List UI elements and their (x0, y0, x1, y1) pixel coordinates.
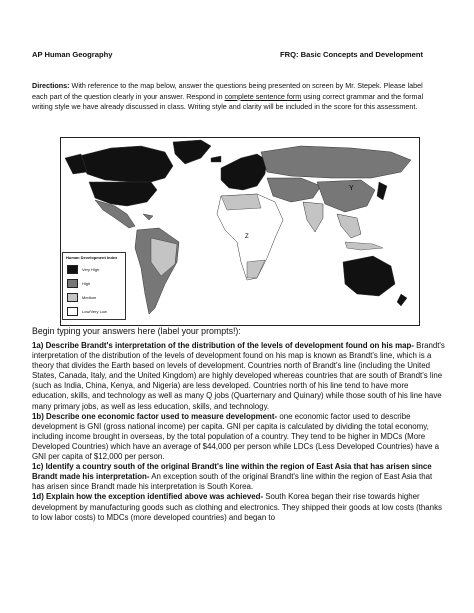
legend-swatch (67, 279, 78, 288)
legend-item-medium (67, 293, 96, 301)
response-1d: South Korea began their rise towards higher development by manufacturing goods such as clothing and electronics. They shipped their goods at low costs (thanks to low labor costs) to MDCs (more developed countries) and began to (32, 492, 442, 522)
legend-label: High (82, 280, 91, 286)
caribbean (143, 214, 153, 220)
greenland (173, 140, 211, 164)
question-1d: 1d) Explain how the exception identified above was achieved- (32, 492, 264, 502)
canada (79, 146, 173, 182)
directions-text-2: using correct grammar and the formal writing style we have already discussed in class. Writing style and clarity will be included in the score for this assessment. (32, 91, 424, 112)
frq-title: FRQ: Basic Concepts and Development (280, 50, 424, 59)
directions-underlined: complete sentence form (224, 91, 302, 101)
legend-swatch (67, 265, 78, 274)
answer-1b (32, 412, 446, 462)
answers-body[interactable] (32, 341, 446, 523)
north-africa (221, 194, 261, 210)
china (317, 180, 375, 212)
central-asia (267, 178, 321, 202)
indonesia (345, 242, 383, 250)
southern-africa (247, 260, 265, 278)
russia (261, 146, 411, 178)
answer-1c (32, 462, 446, 492)
map-label-y: Y (349, 185, 354, 192)
answer-1d (32, 492, 446, 522)
new-zealand (397, 294, 407, 306)
legend-title: Human Development Index (66, 255, 118, 260)
europe (221, 154, 267, 190)
question-1a: 1a) Describe Brandt's interpretation of the distribution of the levels of development found on his map- (32, 341, 414, 350)
directions-text-1: With reference to the map below, answer the questions being presented on screen by Mr. Stepek. Please label each part of the question clearly in your answer. Respond in (32, 81, 423, 101)
response-1c: An exception south of the original Brandt's line within the region of East Asia that has arisen since Brandt made his interpretation is South Korea. (32, 472, 433, 492)
answer-prompt: Begin typing your answers here (label your prompts!): (32, 326, 241, 336)
response-1a: Brandt's interpretation of the distribution of the levels of development found on his map is known as Brandt's line, which is a theory that divides the Earth based on levels of development. Countries north of Brandt's line (including the United States, Canada, Italy, and the United Kingdom) are highly developed whereas countries that are south of Brandt's line (such as India, China, Kenya, and Nigeria) are less developed. Countries north of his line tend to have more education, skills, and technology as well as many Q jobs (Quarternary and Quinary) while those south of his line have many primary jobs, as well as less education, skills, and technology. (32, 341, 445, 411)
development-map (60, 137, 420, 326)
course-title: AP Human Geography (32, 50, 113, 59)
legend-swatch (67, 307, 78, 316)
map-label-z: Z (245, 234, 249, 240)
question-1c: 1c) Identify a country south of the original Brandt's line within the region of East Asia that has arisen since Brandt made his interpretation- (32, 462, 432, 482)
response-1b: one economic factor used to describe development is GNI (gross national income) per capita. GNI per capita is calculated by dividing the total economy, including income brought in overseas, by the total population of a country. They tend to be higher in MDCs (More Developed Countries) which have an average of $44,000 per person while LDCs (Less Developed Countries) have a GNI per capita of $12,000 per person. (32, 411, 440, 462)
legend-item-low (67, 307, 107, 315)
japan (377, 182, 387, 200)
directions-paragraph (32, 81, 436, 113)
legend-swatch (67, 293, 78, 302)
legend-item-very-high (67, 265, 99, 273)
legend-label: Low/Very Low (82, 308, 107, 314)
australia (343, 256, 395, 296)
legend-label: Very High (82, 266, 100, 272)
map-legend (62, 252, 126, 320)
map-label-x: X (259, 190, 264, 196)
answer-1a (32, 341, 446, 412)
southeast-asia (337, 214, 361, 238)
legend-label: Medium (82, 294, 97, 300)
directions-label: Directions: (32, 81, 70, 90)
legend-item-high (67, 279, 90, 287)
question-1b: 1b) Describe one economic factor used to measure development- (32, 411, 278, 421)
india (303, 202, 323, 232)
iceland (211, 156, 221, 162)
